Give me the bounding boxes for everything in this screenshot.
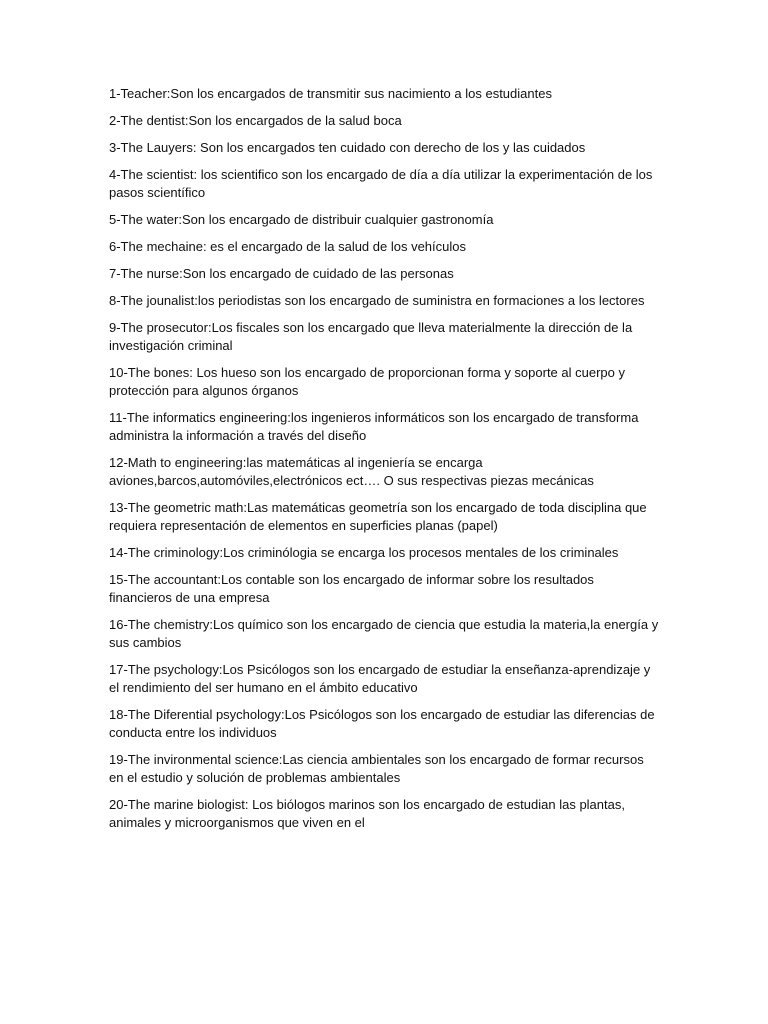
list-item-18: 18-The Diferential psychology:Los Psicólogos son los encargado de estudiar las diferencias de conducta entre los individuos: [109, 707, 655, 740]
list-item-20: 20-The marine biologist: Los biólogos marinos son los encargado de estudian las plantas, animales y microorganismos que viven en el: [109, 797, 625, 830]
list-item-16: 16-The chemistry:Los químico son los encargado de ciencia que estudia la materia,la energía y sus cambios: [109, 617, 659, 650]
document-body: [109, 85, 659, 841]
list-item-4: 4-The scientist: los scientifico son los encargado de día a día utilizar la experimentación de los pasos scientífico: [109, 167, 653, 200]
list-item-5: 5-The water:Son los encargado de distribuir cualquier gastronomía: [109, 212, 494, 227]
list-item-8: 8-The jounalist:los periodistas son los encargado de suministra en formaciones a los lectores: [109, 293, 645, 308]
list-item-19: 19-The invironmental science:Las ciencia ambientales son los encargado de formar recursos en el estudio y solución de problemas ambientales: [109, 752, 644, 785]
list-item-12: 12-Math to engineering:las matemáticas al ingeniería se encarga aviones,barcos,automóviles,electrónicos ect…. O sus respectivas piezas mecánicas: [109, 455, 594, 488]
list-item-3: 3-The Lauyers: Son los encargados ten cuidado con derecho de los y las cuidados: [109, 140, 586, 155]
list-item-14: 14-The criminology:Los criminólogia se encarga los procesos mentales de los criminales: [109, 545, 619, 560]
list-item-10: 10-The bones: Los hueso son los encargado de proporcionan forma y soporte al cuerpo y protección para algunos órganos: [109, 365, 625, 398]
list-item-15: 15-The accountant:Los contable son los encargado de informar sobre los resultados financieros de una empresa: [109, 572, 594, 605]
list-item-2: 2-The dentist:Son los encargados de la salud boca: [109, 113, 402, 128]
list-item-13: 13-The geometric math:Las matemáticas geometría son los encargado de toda disciplina que requiera representación de elementos en superficies planas (papel): [109, 500, 647, 533]
list-item-11: 11-The informatics engineering:los ingenieros informáticos son los encargado de transforma administra la información a través del diseño: [109, 410, 639, 443]
list-item-6: 6-The mechaine: es el encargado de la salud de los vehículos: [109, 239, 466, 254]
list-item-9: 9-The prosecutor:Los fiscales son los encargado que lleva materialmente la dirección de la investigación criminal: [109, 320, 633, 353]
list-item-17: 17-The psychology:Los Psicólogos son los encargado de estudiar la enseñanza-aprendizaje y el rendimiento del ser humano en el ámbito educativo: [109, 662, 651, 695]
list-item-7: 7-The nurse:Son los encargado de cuidado de las personas: [109, 266, 454, 281]
list-item-1: 1-Teacher:Son los encargados de transmitir sus nacimiento a los estudiantes: [109, 86, 552, 101]
